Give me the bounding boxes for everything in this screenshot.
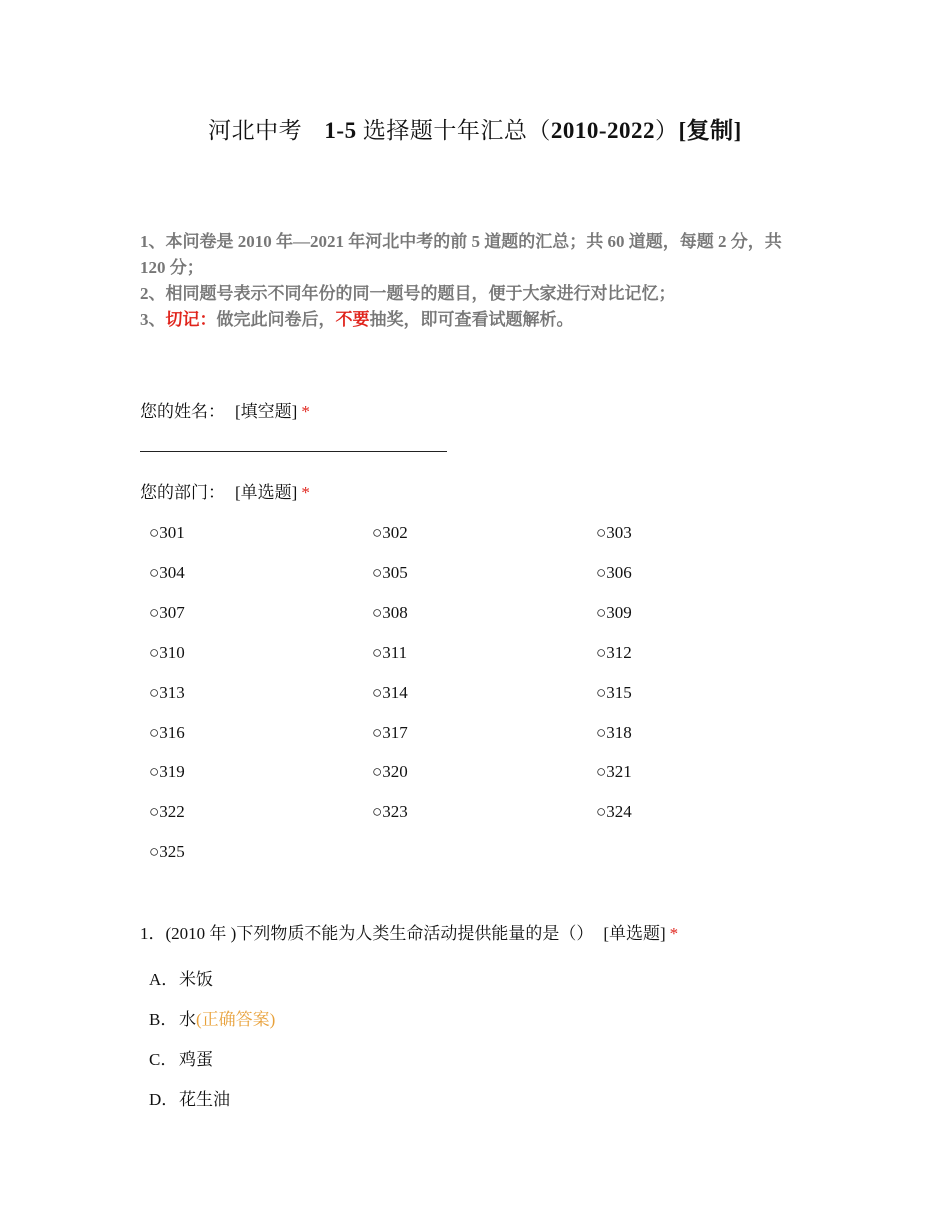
dept-option-radio[interactable]: ○304 xyxy=(149,563,185,582)
dept-option-radio[interactable]: ○311 xyxy=(372,643,408,662)
required-asterisk: * xyxy=(301,402,310,421)
choice-text: 米饭 xyxy=(179,970,213,989)
title-part1: 河北中考 xyxy=(208,118,303,143)
intro-line-1: 1、本问卷是 2010 年—2021 年河北中考的前 5 道题的汇总；共 60 道题，每题 2 分，共 120 分； xyxy=(140,232,782,277)
choice-text: 花生油 xyxy=(179,1090,230,1109)
required-asterisk: * xyxy=(669,924,679,943)
dept-option-radio[interactable]: ○305 xyxy=(372,563,408,582)
name-input-line[interactable] xyxy=(140,451,447,452)
intro-warning-label: 切记： xyxy=(165,310,217,329)
dept-option-radio[interactable]: ○302 xyxy=(372,523,408,542)
dept-option-radio[interactable]: ○309 xyxy=(596,603,632,622)
title-part4: 2010-2022 xyxy=(550,118,655,143)
choice-text: 水 xyxy=(179,1010,196,1029)
dept-option-radio[interactable]: ○321 xyxy=(596,762,632,781)
dept-option-radio[interactable]: ○301 xyxy=(149,523,185,542)
question-1-choice-b[interactable] xyxy=(149,1005,275,1030)
title-part6: [复制] xyxy=(678,118,742,143)
dept-option-radio[interactable]: ○323 xyxy=(372,802,408,821)
dept-option-radio[interactable]: ○306 xyxy=(596,563,632,582)
intro-line-3-mid: 做完此问卷后， xyxy=(216,310,336,329)
dept-option-radio[interactable]: ○317 xyxy=(372,723,408,742)
question-1-label xyxy=(140,919,678,944)
question-1-choice-a[interactable] xyxy=(149,965,213,990)
dept-option-radio[interactable]: ○324 xyxy=(596,802,632,821)
intro-warning-dont: 不要 xyxy=(335,310,370,329)
dept-option-radio[interactable]: ○319 xyxy=(149,762,185,781)
choice-letter: A． xyxy=(149,970,179,989)
intro-line-2: 2、相同题号表示不同年份的同一题号的题目，便于大家进行对比记忆； xyxy=(140,284,676,303)
question-1-choice-d[interactable] xyxy=(149,1085,230,1110)
intro-line-3-prefix: 3、 xyxy=(140,310,166,329)
dept-option-radio[interactable]: ○307 xyxy=(149,603,185,622)
dept-option-radio[interactable]: ○322 xyxy=(149,802,185,821)
choice-letter: D． xyxy=(149,1090,179,1109)
choice-text: 鸡蛋 xyxy=(179,1050,213,1069)
correct-answer-note: (正确答案) xyxy=(196,1010,276,1029)
dept-option-radio[interactable]: ○312 xyxy=(596,643,632,662)
dept-option-radio[interactable]: ○315 xyxy=(596,683,632,702)
page-title xyxy=(0,112,950,145)
name-question-text: 您的姓名： xyxy=(140,402,225,421)
intro-line-3 xyxy=(140,307,790,333)
name-question-label xyxy=(140,397,310,422)
question-1-text: 1．(2010 年 )下列物质不能为人类生命活动提供能量的是（） xyxy=(140,924,594,943)
title-part3: 选择题十年汇总（ xyxy=(362,118,551,143)
title-part5: ） xyxy=(655,118,679,143)
dept-option-radio[interactable]: ○316 xyxy=(149,723,185,742)
dept-option-radio[interactable]: ○320 xyxy=(372,762,408,781)
dept-question-type: [单选题] xyxy=(235,483,298,502)
question-1-choice-c[interactable] xyxy=(149,1045,213,1070)
dept-question-label xyxy=(140,478,310,503)
dept-option-radio[interactable]: ○308 xyxy=(372,603,408,622)
required-asterisk: * xyxy=(301,483,310,502)
choice-letter: C． xyxy=(149,1050,178,1069)
dept-option-radio[interactable]: ○325 xyxy=(149,842,185,861)
question-1-type: [单选题] xyxy=(603,924,666,943)
intro-notes xyxy=(140,229,790,333)
choice-letter: B． xyxy=(149,1010,178,1029)
dept-option-radio[interactable]: ○310 xyxy=(149,643,185,662)
intro-line-3-end: 抽奖，即可查看试题解析。 xyxy=(369,310,574,329)
title-part2: 1-5 xyxy=(324,118,357,143)
dept-question-text: 您的部门： xyxy=(140,483,225,502)
dept-option-radio[interactable]: ○303 xyxy=(596,523,632,542)
dept-option-radio[interactable]: ○314 xyxy=(372,683,408,702)
dept-option-radio[interactable]: ○318 xyxy=(596,723,632,742)
dept-option-radio[interactable]: ○313 xyxy=(149,683,185,702)
name-question-type: [填空题] xyxy=(235,402,298,421)
